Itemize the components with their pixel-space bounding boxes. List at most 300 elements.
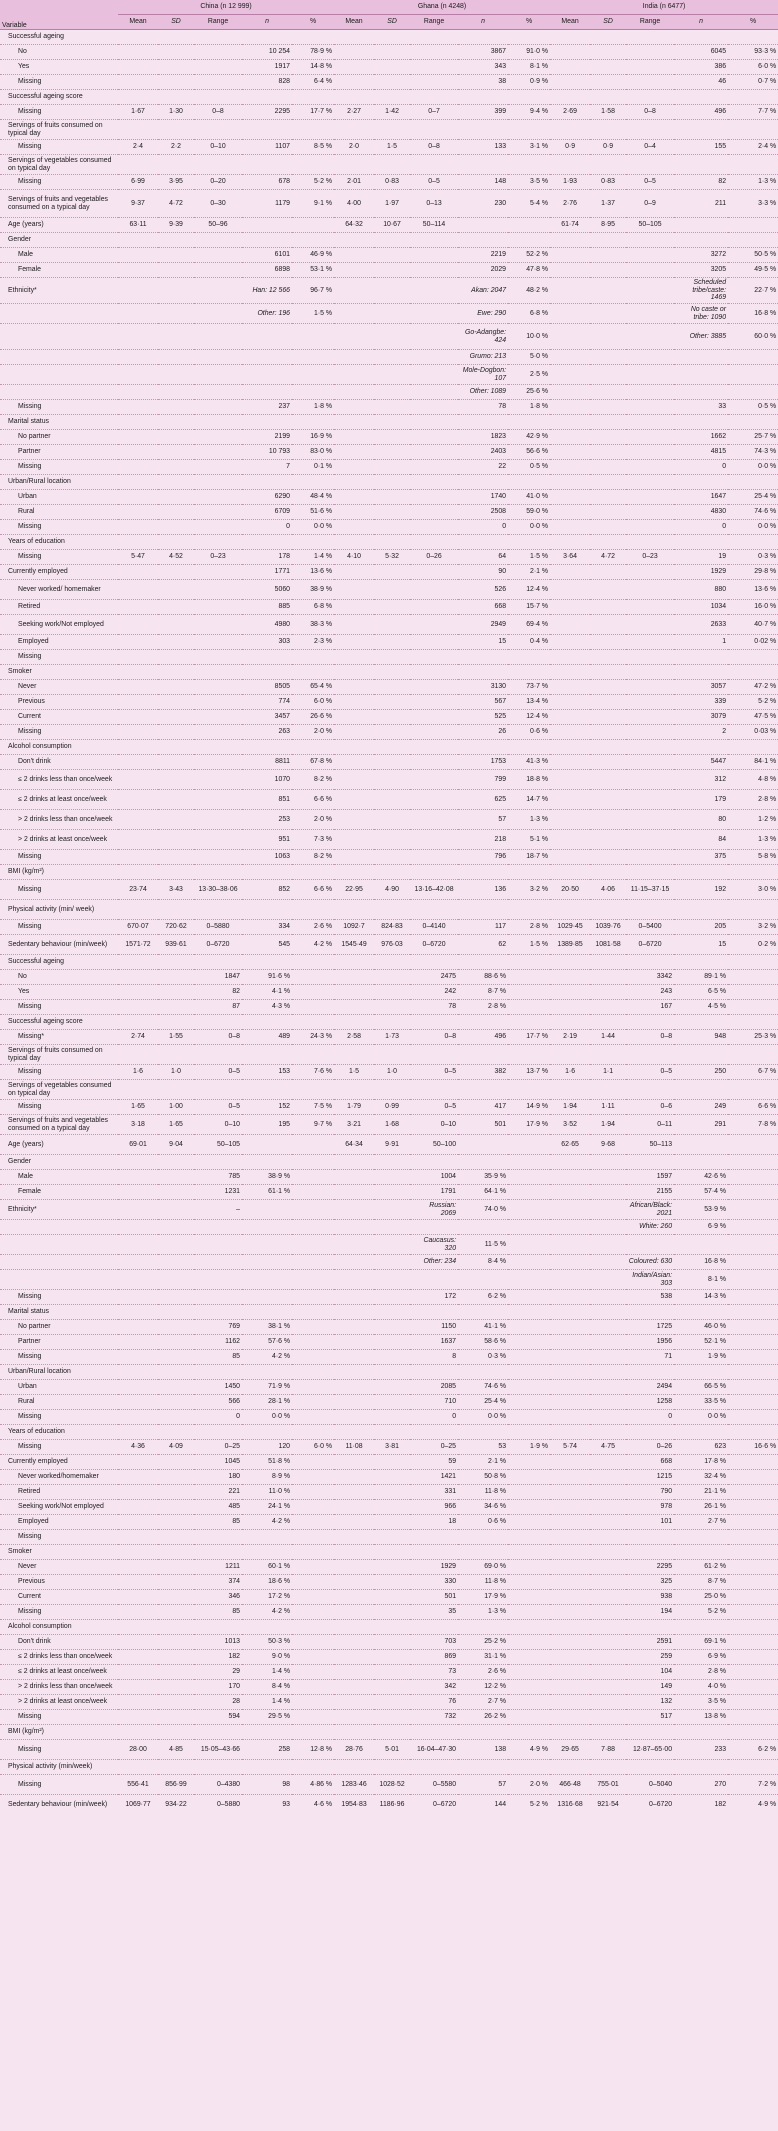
table-cell bbox=[194, 600, 242, 615]
table-cell bbox=[374, 770, 410, 790]
table-cell bbox=[118, 1170, 158, 1185]
table-cell bbox=[194, 155, 242, 175]
row-label: Employed bbox=[0, 1515, 118, 1530]
table-cell: 16·8 % bbox=[674, 1255, 728, 1270]
table-cell bbox=[334, 1620, 374, 1635]
table-cell bbox=[590, 740, 626, 755]
table-cell bbox=[118, 30, 158, 45]
row-label: Age (years) bbox=[0, 218, 118, 233]
table-cell bbox=[590, 955, 626, 970]
table-cell: 2·69 bbox=[550, 105, 590, 120]
row-label: > 2 drinks less than once/week bbox=[0, 1680, 118, 1695]
table-cell bbox=[728, 385, 778, 400]
table-cell: 1215 bbox=[626, 1470, 674, 1485]
stat-header: Mean bbox=[118, 15, 158, 30]
table-cell bbox=[626, 60, 674, 75]
table-cell bbox=[728, 1560, 778, 1575]
table-cell: 9·0 % bbox=[242, 1650, 292, 1665]
table-cell: 0 bbox=[458, 520, 508, 535]
table-cell: 96·7 % bbox=[292, 278, 334, 304]
table-cell bbox=[674, 740, 728, 755]
table-cell bbox=[194, 710, 242, 725]
table-cell: Other: 196 bbox=[242, 304, 292, 324]
table-cell bbox=[550, 1500, 590, 1515]
table-cell: 132 bbox=[626, 1695, 674, 1710]
table-row bbox=[0, 985, 778, 1000]
table-cell bbox=[194, 120, 242, 140]
table-row bbox=[0, 90, 778, 105]
table-cell bbox=[118, 710, 158, 725]
table-cell: 74·6 % bbox=[458, 1380, 508, 1395]
table-cell bbox=[374, 278, 410, 304]
table-cell: 3867 bbox=[458, 45, 508, 60]
table-cell bbox=[410, 1530, 458, 1545]
table-cell bbox=[410, 520, 458, 535]
table-cell bbox=[118, 1760, 158, 1775]
table-cell bbox=[194, 430, 242, 445]
table-cell bbox=[334, 790, 374, 810]
table-cell: Other: 1089 bbox=[458, 385, 508, 400]
table-cell: 28·76 bbox=[334, 1740, 374, 1760]
table-row bbox=[0, 105, 778, 120]
table-cell: 545 bbox=[242, 935, 292, 955]
table-cell bbox=[292, 900, 334, 920]
row-label: Previous bbox=[0, 1575, 118, 1590]
table-row bbox=[0, 710, 778, 725]
table-cell: 1·5 bbox=[374, 140, 410, 155]
table-cell bbox=[334, 400, 374, 415]
table-cell bbox=[458, 1135, 508, 1155]
row-label: Retired bbox=[0, 600, 118, 615]
table-cell bbox=[158, 1575, 194, 1590]
table-cell bbox=[334, 350, 374, 365]
table-cell: 50·3 % bbox=[242, 1635, 292, 1650]
table-cell: 1092·7 bbox=[334, 920, 374, 935]
table-cell bbox=[374, 830, 410, 850]
table-cell bbox=[334, 365, 374, 385]
table-cell bbox=[550, 955, 590, 970]
table-cell bbox=[728, 1395, 778, 1410]
table-cell bbox=[334, 1425, 374, 1440]
table-cell bbox=[374, 1760, 410, 1775]
table-cell bbox=[118, 1290, 158, 1305]
table-row bbox=[0, 248, 778, 263]
table-cell bbox=[292, 1500, 334, 1515]
table-cell bbox=[508, 1530, 550, 1545]
table-cell: 91·6 % bbox=[242, 970, 292, 985]
table-cell bbox=[118, 1410, 158, 1425]
table-cell bbox=[550, 1425, 590, 1440]
table-cell: 1179 bbox=[242, 190, 292, 218]
table-cell: 869 bbox=[410, 1650, 458, 1665]
table-cell: 46·9 % bbox=[292, 248, 334, 263]
table-cell bbox=[590, 1235, 626, 1255]
table-cell: 25·7 % bbox=[728, 430, 778, 445]
table-row bbox=[0, 770, 778, 790]
table-row bbox=[0, 365, 778, 385]
table-row bbox=[0, 810, 778, 830]
table-cell: 0–10 bbox=[410, 1115, 458, 1135]
table-cell: 1070 bbox=[242, 770, 292, 790]
table-cell: 11·8 % bbox=[458, 1575, 508, 1590]
table-cell: 172 bbox=[410, 1290, 458, 1305]
table-cell bbox=[118, 60, 158, 75]
table-cell: 2·0 % bbox=[508, 1775, 550, 1795]
row-label: Alcohol consumption bbox=[0, 740, 118, 755]
table-cell: 2155 bbox=[626, 1185, 674, 1200]
table-cell bbox=[626, 520, 674, 535]
table-cell bbox=[334, 60, 374, 75]
table-cell bbox=[334, 1515, 374, 1530]
table-row bbox=[0, 60, 778, 75]
table-cell bbox=[550, 445, 590, 460]
table-cell bbox=[550, 365, 590, 385]
table-cell bbox=[590, 1155, 626, 1170]
table-cell bbox=[550, 1560, 590, 1575]
table-cell bbox=[458, 30, 508, 45]
table-cell: 1929 bbox=[410, 1560, 458, 1575]
table-row bbox=[0, 1380, 778, 1395]
table-cell bbox=[194, 324, 242, 350]
table-cell: 4980 bbox=[242, 615, 292, 635]
table-cell bbox=[410, 755, 458, 770]
table-cell: 732 bbox=[410, 1710, 458, 1725]
table-cell: Scheduled tribe/caste: 1469 bbox=[674, 278, 728, 304]
table-row bbox=[0, 1545, 778, 1560]
table-cell bbox=[590, 695, 626, 710]
table-cell: 678 bbox=[242, 175, 292, 190]
table-cell bbox=[158, 725, 194, 740]
table-cell: 14·9 % bbox=[508, 1100, 550, 1115]
table-cell: 83·0 % bbox=[292, 445, 334, 460]
table-cell: 0–6 bbox=[626, 1100, 674, 1115]
table-cell: 10·67 bbox=[374, 218, 410, 233]
table-cell bbox=[292, 1485, 334, 1500]
table-cell: 57·4 % bbox=[674, 1185, 728, 1200]
table-cell bbox=[728, 865, 778, 880]
table-cell: 2·7 % bbox=[674, 1515, 728, 1530]
table-cell: 51·6 % bbox=[292, 505, 334, 520]
table-cell bbox=[590, 565, 626, 580]
table-cell bbox=[292, 1395, 334, 1410]
table-cell: 2·8 % bbox=[458, 1000, 508, 1015]
table-cell: No caste or tribe: 1090 bbox=[674, 304, 728, 324]
table-cell: 4·8 % bbox=[728, 770, 778, 790]
table-cell bbox=[334, 535, 374, 550]
table-cell: Other: 3885 bbox=[674, 324, 728, 350]
table-cell: 0–8 bbox=[194, 1030, 242, 1045]
table-cell bbox=[242, 385, 292, 400]
table-cell bbox=[194, 755, 242, 770]
table-cell bbox=[292, 970, 334, 985]
table-cell bbox=[118, 740, 158, 755]
table-cell bbox=[118, 790, 158, 810]
table-cell bbox=[374, 490, 410, 505]
table-cell bbox=[728, 1590, 778, 1605]
table-cell: 1150 bbox=[410, 1320, 458, 1335]
table-cell bbox=[508, 1605, 550, 1620]
table-cell bbox=[410, 665, 458, 680]
table-cell: 192 bbox=[674, 880, 728, 900]
table-cell: 4·72 bbox=[158, 190, 194, 218]
table-row bbox=[0, 1775, 778, 1795]
table-cell: 50·8 % bbox=[458, 1470, 508, 1485]
table-cell bbox=[550, 740, 590, 755]
table-cell: 3·3 % bbox=[728, 190, 778, 218]
table-cell: 2085 bbox=[410, 1380, 458, 1395]
table-cell: 136 bbox=[458, 880, 508, 900]
row-label: Previous bbox=[0, 695, 118, 710]
table-cell: 48·2 % bbox=[508, 278, 550, 304]
table-cell bbox=[626, 755, 674, 770]
table-cell bbox=[374, 755, 410, 770]
table-cell: 1·97 bbox=[374, 190, 410, 218]
table-cell bbox=[458, 1045, 508, 1065]
table-cell bbox=[410, 385, 458, 400]
table-cell bbox=[374, 263, 410, 278]
row-label: Missing bbox=[0, 1605, 118, 1620]
table-cell: 6·99 bbox=[118, 175, 158, 190]
row-label: Marital status bbox=[0, 1305, 118, 1320]
table-row bbox=[0, 1350, 778, 1365]
table-cell bbox=[590, 365, 626, 385]
table-cell: Coloured: 630 bbox=[626, 1255, 674, 1270]
table-cell bbox=[550, 770, 590, 790]
table-cell: 18·8 % bbox=[508, 770, 550, 790]
table-cell: 155 bbox=[674, 140, 728, 155]
table-cell bbox=[590, 1515, 626, 1530]
table-cell bbox=[550, 650, 590, 665]
table-cell: 133 bbox=[458, 140, 508, 155]
table-cell: 0·4 % bbox=[508, 635, 550, 650]
table-cell bbox=[728, 1500, 778, 1515]
row-label: Missing bbox=[0, 75, 118, 90]
table-cell bbox=[590, 1365, 626, 1380]
table-cell: 42·9 % bbox=[508, 430, 550, 445]
table-cell bbox=[158, 565, 194, 580]
table-cell: 1107 bbox=[242, 140, 292, 155]
table-cell bbox=[590, 233, 626, 248]
table-cell bbox=[508, 1760, 550, 1775]
table-cell: 4·3 % bbox=[242, 1000, 292, 1015]
table-cell bbox=[550, 710, 590, 725]
row-label: Missing bbox=[0, 1290, 118, 1305]
table-cell: 1740 bbox=[458, 490, 508, 505]
table-cell: 26 bbox=[458, 725, 508, 740]
table-cell bbox=[292, 1080, 334, 1100]
table-cell bbox=[590, 350, 626, 365]
table-cell bbox=[590, 970, 626, 985]
table-cell bbox=[158, 850, 194, 865]
table-cell bbox=[334, 710, 374, 725]
table-cell bbox=[508, 1635, 550, 1650]
table-cell bbox=[458, 665, 508, 680]
table-cell bbox=[334, 1335, 374, 1350]
table-cell bbox=[292, 1575, 334, 1590]
table-cell: 62 bbox=[458, 935, 508, 955]
table-cell bbox=[374, 400, 410, 415]
row-label: Alcohol consumption bbox=[0, 1620, 118, 1635]
table-cell: 948 bbox=[674, 1030, 728, 1045]
row-label: No partner bbox=[0, 1320, 118, 1335]
row-label bbox=[0, 350, 118, 365]
variable-header: Variable bbox=[0, 0, 118, 30]
row-label: Missing bbox=[0, 880, 118, 900]
table-cell bbox=[590, 710, 626, 725]
table-cell: 6·6 % bbox=[292, 790, 334, 810]
table-cell: 6101 bbox=[242, 248, 292, 263]
table-cell: 2·6 % bbox=[458, 1665, 508, 1680]
table-cell: 703 bbox=[410, 1635, 458, 1650]
table-cell bbox=[334, 615, 374, 635]
table-cell: Mole-Dogbon: 107 bbox=[458, 365, 508, 385]
table-cell: 1·94 bbox=[550, 1100, 590, 1115]
table-row bbox=[0, 1590, 778, 1605]
table-cell bbox=[626, 665, 674, 680]
table-cell bbox=[118, 1650, 158, 1665]
table-cell bbox=[374, 1470, 410, 1485]
table-cell bbox=[550, 490, 590, 505]
row-label: Retired bbox=[0, 1485, 118, 1500]
table-cell bbox=[550, 1530, 590, 1545]
table-cell bbox=[374, 650, 410, 665]
table-cell: 623 bbox=[674, 1440, 728, 1455]
table-cell bbox=[550, 1170, 590, 1185]
table-row bbox=[0, 430, 778, 445]
stat-header: % bbox=[728, 15, 778, 30]
table-cell bbox=[118, 155, 158, 175]
row-label bbox=[0, 1270, 118, 1290]
table-cell: 233 bbox=[674, 1740, 728, 1760]
table-cell bbox=[292, 1515, 334, 1530]
table-cell bbox=[334, 505, 374, 520]
table-cell: 4·2 % bbox=[242, 1515, 292, 1530]
table-cell: 2219 bbox=[458, 248, 508, 263]
table-cell bbox=[410, 1015, 458, 1030]
table-cell: 1·65 bbox=[158, 1115, 194, 1135]
table-cell bbox=[374, 985, 410, 1000]
table-cell: 53 bbox=[458, 1440, 508, 1455]
table-cell bbox=[158, 1000, 194, 1015]
table-cell bbox=[374, 725, 410, 740]
table-cell bbox=[508, 1500, 550, 1515]
table-cell: 3·2 % bbox=[508, 880, 550, 900]
table-cell: 4·75 bbox=[590, 1440, 626, 1455]
table-cell: 1·2 % bbox=[728, 810, 778, 830]
row-label: Marital status bbox=[0, 415, 118, 430]
table-row bbox=[0, 490, 778, 505]
table-cell bbox=[550, 1710, 590, 1725]
table-cell bbox=[728, 1665, 778, 1680]
table-row bbox=[0, 955, 778, 970]
row-label: Servings of vegetables consumed on typical day bbox=[0, 1080, 118, 1100]
table-row bbox=[0, 1255, 778, 1270]
table-cell bbox=[728, 1695, 778, 1710]
table-cell bbox=[550, 680, 590, 695]
table-cell bbox=[374, 900, 410, 920]
table-cell: 3·5 % bbox=[674, 1695, 728, 1710]
table-cell bbox=[550, 248, 590, 263]
table-cell: 7·3 % bbox=[292, 830, 334, 850]
table-cell: 18·7 % bbox=[508, 850, 550, 865]
table-cell: 9·91 bbox=[374, 1135, 410, 1155]
table-cell bbox=[674, 1620, 728, 1635]
table-cell: 17·2 % bbox=[242, 1590, 292, 1605]
table-cell: 0·83 bbox=[374, 175, 410, 190]
table-cell bbox=[728, 30, 778, 45]
table-cell: 120 bbox=[242, 1440, 292, 1455]
table-row bbox=[0, 1320, 778, 1335]
table-cell bbox=[194, 850, 242, 865]
table-cell bbox=[334, 970, 374, 985]
table-cell bbox=[728, 475, 778, 490]
table-cell bbox=[728, 1485, 778, 1500]
table-cell: 3·0 % bbox=[728, 880, 778, 900]
table-cell bbox=[334, 580, 374, 600]
table-cell bbox=[374, 1575, 410, 1590]
table-cell: African/Black: 2021 bbox=[626, 1200, 674, 1220]
table-cell bbox=[194, 865, 242, 880]
table-cell bbox=[118, 770, 158, 790]
table-cell bbox=[194, 1220, 242, 1235]
table-cell bbox=[410, 650, 458, 665]
table-cell: 6·0 % bbox=[728, 60, 778, 75]
table-cell bbox=[374, 1155, 410, 1170]
table-cell bbox=[374, 1560, 410, 1575]
table-cell: 0–6720 bbox=[410, 935, 458, 955]
table-cell: 0·9 % bbox=[508, 75, 550, 90]
table-cell bbox=[458, 1305, 508, 1320]
table-cell bbox=[508, 535, 550, 550]
table-cell: 4·00 bbox=[334, 190, 374, 218]
table-cell bbox=[410, 710, 458, 725]
row-label: Missing bbox=[0, 1410, 118, 1425]
table-cell bbox=[242, 740, 292, 755]
table-cell: 1·42 bbox=[374, 105, 410, 120]
table-row bbox=[0, 1015, 778, 1030]
table-cell bbox=[374, 304, 410, 324]
table-cell bbox=[374, 1200, 410, 1220]
row-label: Current bbox=[0, 1590, 118, 1605]
table-cell: 104 bbox=[626, 1665, 674, 1680]
table-cell bbox=[590, 445, 626, 460]
table-cell bbox=[194, 680, 242, 695]
table-cell: 3205 bbox=[674, 263, 728, 278]
table-cell: 8·95 bbox=[590, 218, 626, 233]
table-cell bbox=[550, 475, 590, 490]
table-cell bbox=[242, 665, 292, 680]
table-cell: 856·99 bbox=[158, 1775, 194, 1795]
table-cell: 0–4 bbox=[626, 140, 674, 155]
table-cell: 2·74 bbox=[118, 1030, 158, 1045]
table-cell bbox=[674, 1545, 728, 1560]
table-cell bbox=[550, 45, 590, 60]
table-cell bbox=[374, 1045, 410, 1065]
table-cell bbox=[410, 45, 458, 60]
table-cell bbox=[118, 400, 158, 415]
table-cell bbox=[550, 1455, 590, 1470]
table-cell bbox=[194, 1545, 242, 1560]
table-cell bbox=[334, 155, 374, 175]
table-cell bbox=[118, 1220, 158, 1235]
table-cell bbox=[158, 248, 194, 263]
table-cell: 1753 bbox=[458, 755, 508, 770]
table-cell: 885 bbox=[242, 600, 292, 615]
table-row bbox=[0, 880, 778, 900]
table-cell bbox=[590, 1590, 626, 1605]
table-cell: 82 bbox=[194, 985, 242, 1000]
table-cell bbox=[158, 650, 194, 665]
